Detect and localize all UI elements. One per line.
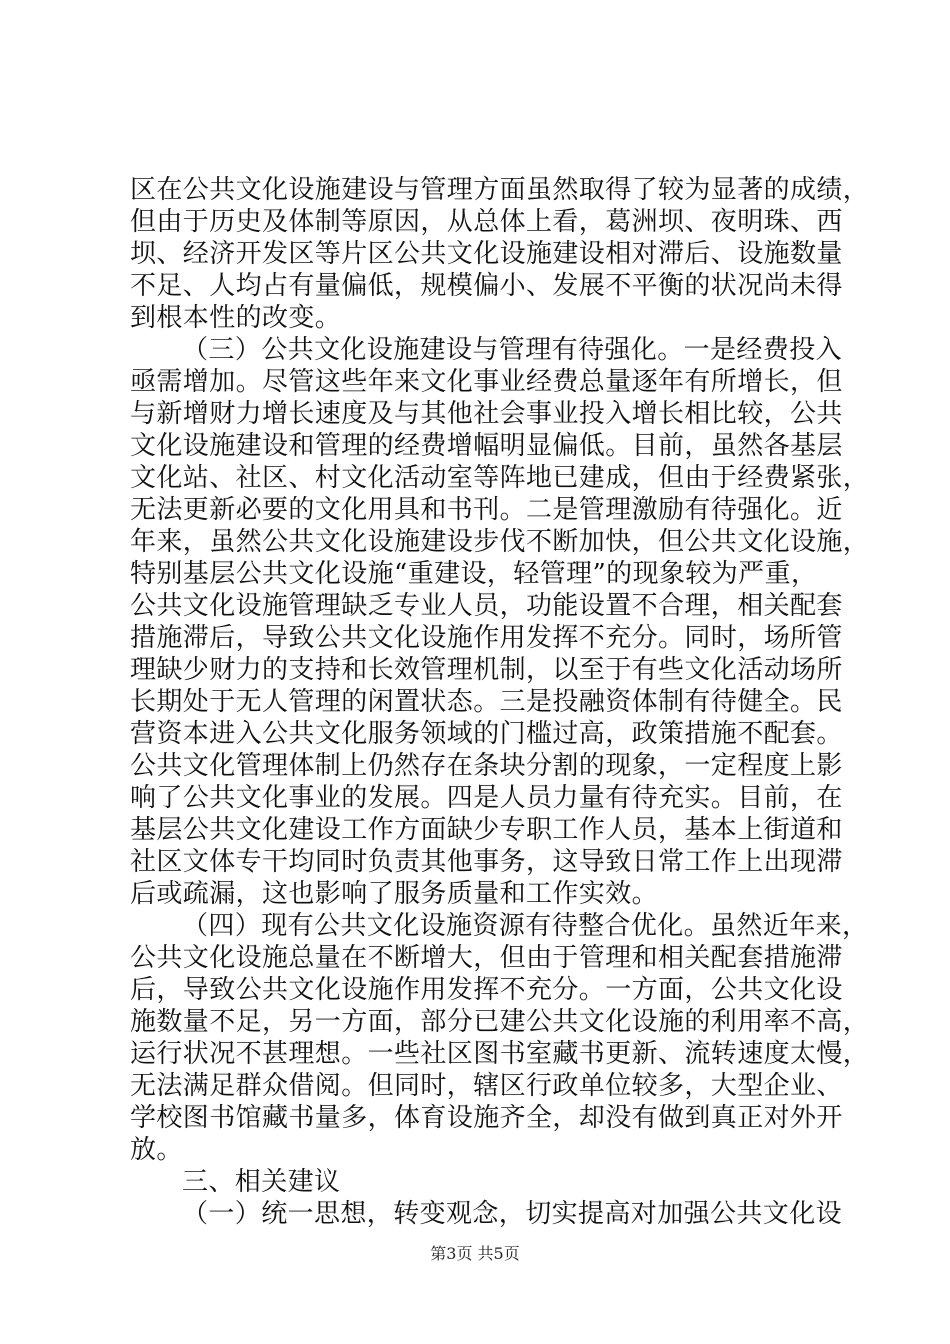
text-line: 不足、人均占有量偏低，规模偏小、发展不平衡的状况尚未得 <box>130 271 843 301</box>
text-line: 理缺少财力的支持和长效管理机制，以至于有些文化活动场所 <box>130 655 843 685</box>
text-line: 公共文化设施管理缺乏专业人员，功能设置不合理，相关配套 <box>130 591 843 621</box>
text-line: 特别基层公共文化设施“重建设，轻管理”的现象较为严重， <box>130 559 818 589</box>
text-line: 后或疏漏，这也影响了服务质量和工作实效。 <box>130 879 659 909</box>
text-line: 社区文体专干均同时负责其他事务，这导致日常工作上出现滞 <box>130 847 843 877</box>
text-line: 运行状况不甚理想。一些社区图书室藏书更新、流转速度太慢， <box>130 1039 870 1069</box>
text-line: 年来，虽然公共文化设施建设步伐不断加快，但公共文化设施， <box>130 527 870 557</box>
text-line: 施数量不足，另一方面，部分已建公共文化设施的利用率不高， <box>130 1007 870 1037</box>
text-line: 与新增财力增长速度及与其他社会事业投入增长相比较，公共 <box>130 399 843 429</box>
text-line: 文化设施建设和管理的经费增幅明显偏低。目前，虽然各基层 <box>130 431 843 461</box>
text-line: 无法满足群众借阅。但同时，辖区行政单位较多，大型企业、 <box>130 1071 843 1101</box>
text-line: 公共文化管理体制上仍然存在条块分割的现象，一定程度上影 <box>130 751 843 781</box>
text-line: 措施滞后，导致公共文化设施作用发挥不充分。同时，场所管 <box>130 623 843 653</box>
text-line: 区在公共文化设施建设与管理方面虽然取得了较为显著的成绩， <box>130 175 870 205</box>
text-line: 营资本进入公共文化服务领域的门槛过高，政策措施不配套。 <box>130 719 843 749</box>
text-line: 亟需增加。尽管这些年来文化事业经费总量逐年有所增长，但 <box>130 367 843 397</box>
text-line: 基层公共文化建设工作方面缺少专职工作人员，基本上街道和 <box>130 815 843 845</box>
page-number-footer: 第3页 共5页 <box>430 1244 520 1263</box>
section-title: 三、相关建议 <box>182 1167 341 1197</box>
text-line: 无法更新必要的文化用具和书刊。二是管理激励有待强化。近 <box>130 495 843 525</box>
text-line: 长期处于无人管理的闲置状态。三是投融资体制有待健全。民 <box>130 687 843 717</box>
text-line: 到根本性的改变。 <box>130 303 342 333</box>
text-line: 响了公共文化事业的发展。四是人员力量有待充实。目前，在 <box>130 783 843 813</box>
section-heading-line: （四）现有公共文化设施资源有待整合优化。虽然近年来， <box>182 911 869 941</box>
text-line: 后，导致公共文化设施作用发挥不充分。一方面，公共文化设 <box>130 975 843 1005</box>
section-heading-line: （一）统一思想，转变观念，切实提高对加强公共文化设 <box>182 1199 843 1229</box>
text-line: 文化站、社区、村文化活动室等阵地已建成，但由于经费紧张， <box>130 463 870 493</box>
section-heading-line: （三）公共文化设施建设与管理有待强化。一是经费投入 <box>182 335 843 365</box>
text-line: 但由于历史及体制等原因，从总体上看，葛洲坝、夜明珠、西 <box>130 207 843 237</box>
text-line: 公共文化设施总量在不断增大，但由于管理和相关配套措施滞 <box>130 943 843 973</box>
text-line: 学校图书馆藏书量多，体育设施齐全，却没有做到真正对外开 <box>130 1103 843 1133</box>
text-line: 放。 <box>130 1135 183 1165</box>
text-line: 坝、经济开发区等片区公共文化设施建设相对滞后、设施数量 <box>130 239 843 269</box>
